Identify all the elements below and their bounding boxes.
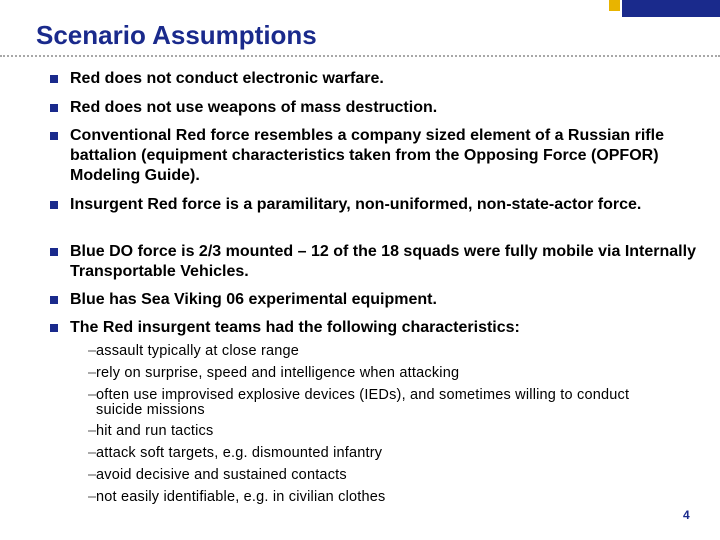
slide-title: Scenario Assumptions xyxy=(36,20,317,50)
dash-marker: – xyxy=(88,445,97,461)
square-bullet-icon xyxy=(50,248,58,256)
square-bullet-icon xyxy=(50,104,58,112)
sub-bullet-text: rely on surprise, speed and intelligence when attacking xyxy=(96,365,460,381)
brand-blue-bar xyxy=(622,0,720,17)
page-number: 4 xyxy=(683,508,690,522)
square-bullet-icon xyxy=(50,75,58,83)
dash-marker: – xyxy=(88,365,97,381)
dash-marker: – xyxy=(88,343,97,359)
dash-marker: – xyxy=(88,467,97,483)
dash-marker: – xyxy=(88,423,97,439)
square-bullet-icon xyxy=(50,296,58,304)
brand-gold-block xyxy=(609,0,620,11)
dash-marker: – xyxy=(88,387,97,403)
sub-bullet-text: often use improvised explosive devices (IEDs), and sometimes willing to conduct suicide missions xyxy=(96,387,630,418)
square-bullet-icon xyxy=(50,324,58,332)
sub-bullet-text: avoid decisive and sustained contacts xyxy=(96,467,347,483)
title-divider xyxy=(0,55,720,57)
dash-marker: – xyxy=(88,489,97,505)
bullet-text: Red does not use weapons of mass destruction. xyxy=(70,99,438,116)
sub-bullet-text: assault typically at close range xyxy=(96,343,300,359)
bullet-text: Conventional Red force resembles a company sized element of a Russian rifle battalion (equipment characteristics taken from the Opposing Force (OPFOR) Modeling Guide). xyxy=(70,127,664,184)
sub-bullet-text: not easily identifiable, e.g. in civilian clothes xyxy=(96,489,386,505)
square-bullet-icon xyxy=(50,201,58,209)
bullet-text: Insurgent Red force is a paramilitary, non-uniformed, non-state-actor force. xyxy=(70,196,642,213)
square-bullet-icon xyxy=(50,132,58,140)
bullet-text: Blue has Sea Viking 06 experimental equipment. xyxy=(70,291,437,308)
bullet-text: The Red insurgent teams had the following characteristics: xyxy=(70,319,520,336)
sub-bullet-text: hit and run tactics xyxy=(96,423,214,439)
bullet-text: Red does not conduct electronic warfare. xyxy=(70,70,384,87)
bullet-text: Blue DO force is 2/3 mounted – 12 of the 18 squads were fully mobile via Internally Transportable Vehicles. xyxy=(70,243,696,280)
sub-bullet-text: attack soft targets, e.g. dismounted infantry xyxy=(96,445,383,461)
